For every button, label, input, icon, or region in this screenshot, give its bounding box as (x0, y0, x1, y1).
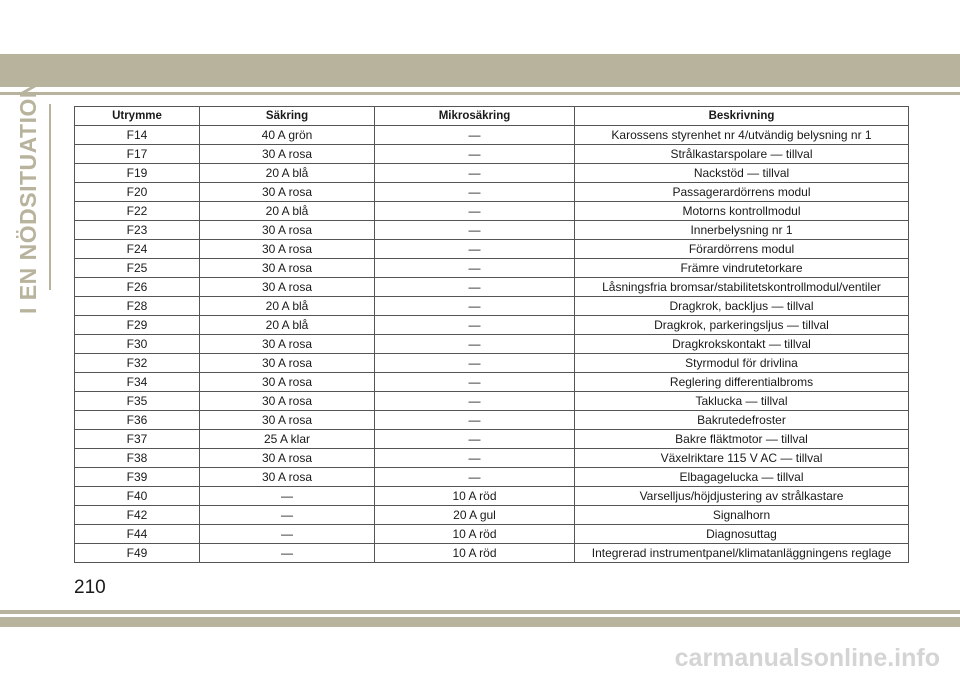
table-row (75, 373, 909, 392)
cell-mikrosakring: 20 A gul (375, 506, 575, 525)
cell-mikrosakring: — (375, 259, 575, 278)
table-row (75, 164, 909, 183)
cell-beskrivning: Taklucka — tillval (575, 392, 909, 411)
table-row (75, 183, 909, 202)
cell-mikrosakring: — (375, 430, 575, 449)
footer-rule (0, 610, 960, 614)
cell-utrymme: F36 (75, 411, 200, 430)
cell-sakring: 40 A grön (200, 126, 375, 145)
cell-utrymme: F32 (75, 354, 200, 373)
cell-mikrosakring: — (375, 373, 575, 392)
cell-utrymme: F19 (75, 164, 200, 183)
cell-mikrosakring: — (375, 240, 575, 259)
cell-beskrivning: Förardörrens modul (575, 240, 909, 259)
cell-beskrivning: Strålkastarspolare — tillval (575, 145, 909, 164)
cell-sakring: 30 A rosa (200, 449, 375, 468)
cell-utrymme: F39 (75, 468, 200, 487)
cell-sakring: 30 A rosa (200, 354, 375, 373)
cell-mikrosakring: — (375, 297, 575, 316)
table-row (75, 335, 909, 354)
cell-sakring: 20 A blå (200, 164, 375, 183)
cell-mikrosakring: — (375, 411, 575, 430)
cell-mikrosakring: — (375, 392, 575, 411)
cell-sakring: 30 A rosa (200, 411, 375, 430)
cell-utrymme: F23 (75, 221, 200, 240)
cell-utrymme: F34 (75, 373, 200, 392)
footer-band (0, 617, 960, 627)
cell-sakring: — (200, 506, 375, 525)
cell-beskrivning: Styrmodul för drivlina (575, 354, 909, 373)
cell-utrymme: F24 (75, 240, 200, 259)
cell-beskrivning: Dragkrok, parkeringsljus — tillval (575, 316, 909, 335)
table-row (75, 240, 909, 259)
cell-beskrivning: Varselljus/höjdjustering av strålkastare (575, 487, 909, 506)
header-band (0, 54, 960, 87)
cell-mikrosakring: — (375, 468, 575, 487)
section-title-rule (49, 104, 51, 290)
table-row (75, 411, 909, 430)
header-beskrivning: Beskrivning (575, 107, 909, 126)
header-sakring: Säkring (200, 107, 375, 126)
table-row (75, 506, 909, 525)
cell-beskrivning: Dragkrokskontakt — tillval (575, 335, 909, 354)
cell-mikrosakring: — (375, 278, 575, 297)
table-row (75, 430, 909, 449)
cell-sakring: 20 A blå (200, 202, 375, 221)
cell-beskrivning: Låsningsfria bromsar/stabilitetskontrollmodul/ventiler (575, 278, 909, 297)
cell-utrymme: F14 (75, 126, 200, 145)
cell-beskrivning: Karossens styrenhet nr 4/utvändig belysning nr 1 (575, 126, 909, 145)
cell-beskrivning: Reglering differentialbroms (575, 373, 909, 392)
table-row (75, 145, 909, 164)
table-row (75, 126, 909, 145)
table-row (75, 392, 909, 411)
cell-utrymme: F20 (75, 183, 200, 202)
section-title-container (7, 81, 49, 314)
cell-utrymme: F35 (75, 392, 200, 411)
cell-utrymme: F28 (75, 297, 200, 316)
cell-mikrosakring: — (375, 202, 575, 221)
cell-beskrivning: Diagnosuttag (575, 525, 909, 544)
cell-sakring: 30 A rosa (200, 392, 375, 411)
cell-utrymme: F22 (75, 202, 200, 221)
cell-beskrivning: Dragkrok, backljus — tillval (575, 297, 909, 316)
table-row (75, 297, 909, 316)
cell-sakring: 30 A rosa (200, 240, 375, 259)
cell-utrymme: F44 (75, 525, 200, 544)
table-row (75, 525, 909, 544)
table-row (75, 487, 909, 506)
table-row (75, 544, 909, 563)
cell-mikrosakring: — (375, 145, 575, 164)
cell-utrymme: F29 (75, 316, 200, 335)
cell-utrymme: F26 (75, 278, 200, 297)
cell-sakring: 20 A blå (200, 297, 375, 316)
table-row (75, 354, 909, 373)
cell-beskrivning: Bakre fläktmotor — tillval (575, 430, 909, 449)
cell-beskrivning: Integrerad instrumentpanel/klimatanläggningens reglage (575, 544, 909, 563)
section-title: I EN NÖDSITUATION (14, 81, 41, 314)
cell-sakring: 30 A rosa (200, 468, 375, 487)
page-number: 210 (74, 577, 106, 598)
cell-beskrivning: Främre vindrutetorkare (575, 259, 909, 278)
cell-mikrosakring: 10 A röd (375, 525, 575, 544)
cell-sakring: 25 A klar (200, 430, 375, 449)
cell-utrymme: F37 (75, 430, 200, 449)
table-row (75, 316, 909, 335)
cell-sakring: 30 A rosa (200, 183, 375, 202)
cell-mikrosakring: — (375, 449, 575, 468)
cell-mikrosakring: — (375, 126, 575, 145)
cell-mikrosakring: — (375, 183, 575, 202)
header-rule (0, 92, 960, 95)
table-row (75, 278, 909, 297)
table-row (75, 221, 909, 240)
table-body (75, 126, 909, 563)
cell-mikrosakring: — (375, 164, 575, 183)
cell-mikrosakring: — (375, 335, 575, 354)
cell-sakring: 30 A rosa (200, 221, 375, 240)
cell-beskrivning: Nackstöd — tillval (575, 164, 909, 183)
cell-mikrosakring: 10 A röd (375, 487, 575, 506)
cell-beskrivning: Innerbelysning nr 1 (575, 221, 909, 240)
cell-utrymme: F38 (75, 449, 200, 468)
cell-beskrivning: Bakrutedefroster (575, 411, 909, 430)
watermark: carmanualsonline.info (674, 644, 940, 672)
cell-beskrivning: Passagerardörrens modul (575, 183, 909, 202)
cell-sakring: 30 A rosa (200, 335, 375, 354)
cell-sakring: — (200, 525, 375, 544)
cell-sakring: 30 A rosa (200, 278, 375, 297)
cell-mikrosakring: 10 A röd (375, 544, 575, 563)
cell-sakring: 30 A rosa (200, 259, 375, 278)
cell-utrymme: F25 (75, 259, 200, 278)
cell-beskrivning: Växelriktare 115 V AC — tillval (575, 449, 909, 468)
table-row (75, 468, 909, 487)
table-row (75, 259, 909, 278)
fuse-table (74, 106, 909, 563)
cell-beskrivning: Signalhorn (575, 506, 909, 525)
header-utrymme: Utrymme (75, 107, 200, 126)
cell-utrymme: F30 (75, 335, 200, 354)
cell-mikrosakring: — (375, 221, 575, 240)
page-top-margin (0, 0, 960, 54)
cell-sakring: — (200, 544, 375, 563)
cell-mikrosakring: — (375, 354, 575, 373)
header-mikrosakring: Mikrosäkring (375, 107, 575, 126)
cell-sakring: 20 A blå (200, 316, 375, 335)
cell-utrymme: F17 (75, 145, 200, 164)
cell-mikrosakring: — (375, 316, 575, 335)
cell-utrymme: F49 (75, 544, 200, 563)
cell-beskrivning: Elbagagelucka — tillval (575, 468, 909, 487)
cell-utrymme: F42 (75, 506, 200, 525)
cell-beskrivning: Motorns kontrollmodul (575, 202, 909, 221)
cell-sakring: 30 A rosa (200, 145, 375, 164)
table-row (75, 202, 909, 221)
cell-sakring: — (200, 487, 375, 506)
table-row (75, 449, 909, 468)
cell-sakring: 30 A rosa (200, 373, 375, 392)
table-header-row (75, 107, 909, 126)
cell-utrymme: F40 (75, 487, 200, 506)
